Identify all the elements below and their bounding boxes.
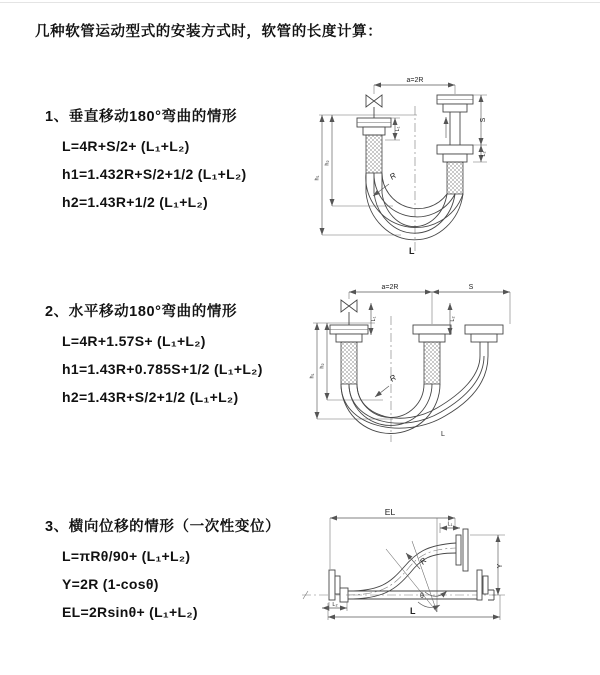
right-flange-neck <box>443 104 467 112</box>
dim-label-h1: h₁ <box>309 373 316 379</box>
hose-arc <box>374 170 455 233</box>
dim-label-l1: L₁ <box>447 521 453 528</box>
dim-label-h2: h₂ <box>319 363 326 369</box>
hose-arc <box>374 170 455 217</box>
radius-label: R <box>387 170 398 182</box>
section-2 <box>45 300 263 405</box>
dim-label-a2r: a=2R <box>406 77 424 84</box>
right-flange-lower-neck <box>443 154 467 162</box>
dim-label-a2r: a=2R <box>381 284 399 291</box>
formula-h2: h2=1.43R+1/2 (L₁+L₂) <box>62 194 209 210</box>
formula-length: L=4R+1.57S+ (L₁+L₂) <box>62 333 206 349</box>
length-label: L <box>410 606 416 616</box>
left-flange <box>329 570 335 600</box>
formula-length: L=4R+S/2+ (L₁+L₂) <box>62 138 190 154</box>
middle-flange <box>413 325 451 334</box>
right-pipe <box>450 112 460 145</box>
dim-label-s: S <box>480 117 487 123</box>
dim-label-h2: h₂ <box>324 160 331 166</box>
length-label: L <box>441 431 445 438</box>
right-flange <box>465 325 503 334</box>
radius-label: R <box>418 555 429 567</box>
dim-label-l2: L₂ <box>332 602 338 608</box>
page-title: 几种软管运动型式的安装方式时，软管的长度计算： <box>35 24 383 40</box>
upper-flange-neck <box>456 535 461 565</box>
valve-icon <box>366 95 382 107</box>
diagram-horizontal-180-bend <box>305 278 600 450</box>
right-flange-neck <box>483 576 488 594</box>
left-flange-neck <box>335 576 340 594</box>
hose-wall <box>348 553 456 599</box>
section-1 <box>45 105 247 210</box>
dim-label-y: Y <box>497 563 504 569</box>
right-pipe <box>480 342 488 356</box>
section-1-heading: 1、垂直移动180°弯曲的情形 <box>45 109 238 125</box>
dim-ext <box>330 518 455 569</box>
middle-braid <box>424 342 440 384</box>
hose-wall <box>348 543 456 591</box>
dim-label-el: EL <box>384 507 396 517</box>
section-2-heading: 2、水平移动180°弯曲的情形 <box>45 304 238 320</box>
dim-label-h1: h₁ <box>314 175 321 181</box>
left-flange-neck <box>363 127 385 135</box>
page-top-border <box>0 2 600 3</box>
right-braid <box>447 162 463 194</box>
left-braid <box>341 342 357 384</box>
right-flange-lower <box>437 145 473 154</box>
hose-center-line <box>346 548 456 595</box>
radius-label: R <box>387 372 398 384</box>
formula-length: L=πRθ/90+ (L₁+L₂) <box>62 548 191 564</box>
radius-leader <box>375 386 389 397</box>
dim-ext <box>322 206 401 235</box>
middle-flange-neck <box>419 334 445 342</box>
dim-label-l2: L₂ <box>481 151 487 157</box>
hose-curve <box>349 356 484 423</box>
formula-y: Y=2R (1-cosθ) <box>62 576 159 592</box>
angle-arc <box>425 591 447 596</box>
dim-ext <box>374 85 455 94</box>
dim-label-s: S <box>468 284 474 291</box>
formula-h1: h1=1.43R+0.785S+1/2 (L₁+L₂) <box>62 361 263 377</box>
formula-h1: h1=1.432R+S/2+1/2 (L₁+L₂) <box>62 166 247 182</box>
angle-arc <box>418 602 440 607</box>
right-flange-neck <box>471 334 497 342</box>
hose-arc <box>357 384 424 417</box>
valve-icon <box>341 300 357 312</box>
diagram-vertical-180-bend <box>305 68 600 263</box>
section-3 <box>45 515 280 620</box>
upper-flange <box>463 529 468 571</box>
dim-label-l2: L₂ <box>450 316 456 322</box>
left-braid <box>366 135 382 173</box>
formula-el: EL=2Rsinθ+ (L₁+L₂) <box>62 604 198 620</box>
right-flange <box>477 570 482 600</box>
hose-arc <box>341 384 440 434</box>
diagram-lateral-displacement <box>300 505 600 653</box>
radius-construction-lines <box>386 541 437 612</box>
left-flange-neck <box>336 334 362 342</box>
dim-label-l1: L₁ <box>395 126 401 132</box>
angle-label: θ <box>420 593 424 600</box>
hose-curve <box>341 356 488 428</box>
section-3-heading: 3、横向位移的情形（一次性变位） <box>45 519 281 535</box>
hose-curve <box>357 356 480 418</box>
length-label: L <box>409 246 415 256</box>
dim-label-l1: L₁ <box>371 316 377 322</box>
formula-h2: h2=1.43R+S/2+1/2 (L₁+L₂) <box>62 389 239 405</box>
